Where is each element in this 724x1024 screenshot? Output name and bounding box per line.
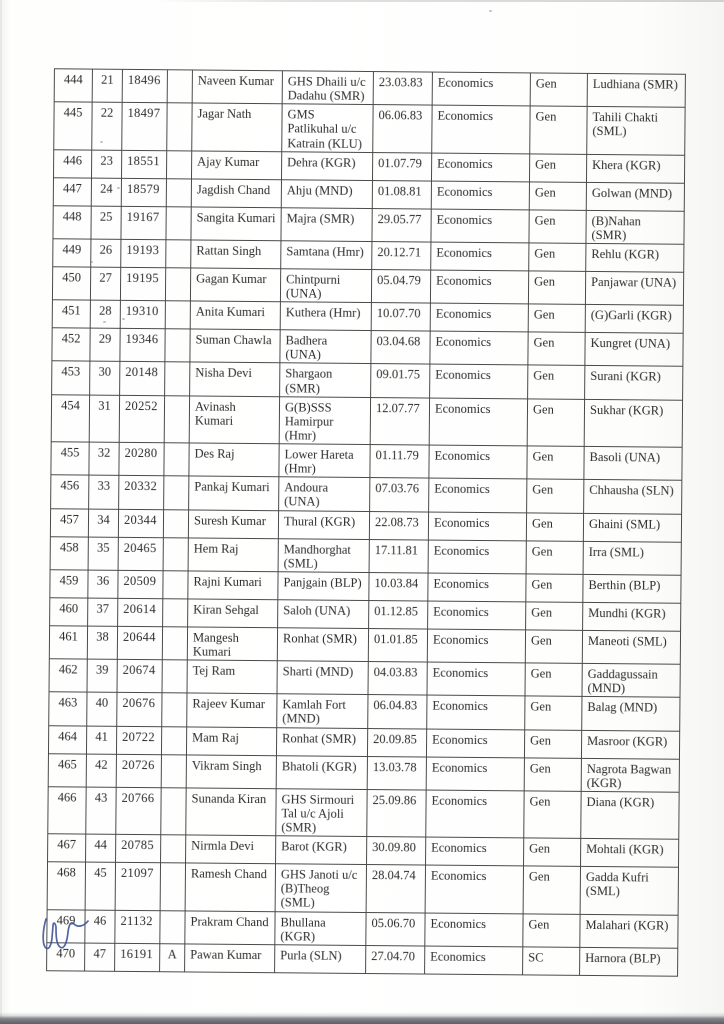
cell-date-of-birth: 03.04.68 [371,331,430,365]
cell-posting-station: Berthin (BLP) [583,574,681,603]
cell-school-station: Saloh (UNA) [278,599,369,628]
cell-date-of-birth: 28.04.74 [366,865,425,913]
cell-code-no: 18579 [121,178,166,206]
table-row [54,69,685,108]
scan-edge-left [0,0,2,1024]
cell-category: Gen [526,512,583,540]
cell-date-of-birth: 07.03.76 [370,478,429,512]
cell-subject: Economics [429,478,527,512]
cell-posting-station: Irra (SML) [583,541,681,575]
cell-date-of-birth: 04.03.83 [368,662,427,696]
cell-sr-no: 449 [53,239,91,267]
cell-teacher-name: Pankaj Kumari [189,476,279,510]
cell-subject: Economics [430,303,528,332]
cell-teacher-name: Naveen Kumar [192,70,282,104]
table-row [49,692,680,731]
cell-code-no: 21097 [115,862,160,910]
cell-category: Gen [527,399,584,447]
cell-teacher-name: Kiran Sehgal [188,599,278,628]
cell-date-of-birth: 23.03.83 [373,72,432,106]
cell-teacher-name: Ajay Kumar [191,151,281,180]
cell-date-of-birth: 10.07.70 [371,303,430,332]
cell-list-no: 34 [88,509,118,537]
cell-category: Gen [523,913,580,947]
cell-remark-flag: A [160,943,185,971]
cell-sr-no: 459 [50,569,88,597]
cell-teacher-name: Prakram Chand [185,910,275,944]
cell-remark-flag [161,835,186,863]
cell-date-of-birth: 06.04.83 [368,695,427,729]
cell-code-no: 20674 [117,659,162,693]
cell-school-station: Andoura (UNA) [279,477,370,511]
cell-sr-no: 454 [51,394,89,442]
cell-school-station: GHS Dhaili u/c Dadahu (SMR) [282,71,373,105]
cell-date-of-birth: 01.11.79 [370,445,429,479]
cell-school-station: Kuthera (Hmr) [280,302,371,331]
cell-code-no: 20280 [119,442,164,476]
cell-remark-flag [166,206,191,239]
cell-sr-no: 465 [48,753,86,787]
cell-remark-flag [162,660,187,693]
cell-teacher-name: Jagar Nath [192,103,282,151]
table-row [52,361,683,400]
cell-posting-station: Nagrota Bagwan (KGR) [581,758,679,792]
cell-teacher-name: Pawan Kumar [185,944,275,973]
cell-category: Gen [524,757,581,791]
cell-school-station: Bhatoli (KGR) [276,755,367,789]
cell-sr-no: 467 [48,834,86,862]
cell-date-of-birth: 05.06.70 [366,912,425,946]
cell-sr-no: 464 [48,725,86,753]
cell-teacher-name: Mangesh Kumari [187,627,277,661]
table-row [53,205,684,244]
cell-school-station: Kamlah Fort (MND) [277,694,368,728]
cell-school-station: Thural (KGR) [278,510,369,539]
cell-category: Gen [524,791,581,839]
cell-school-station: Purla (SLN) [275,944,366,973]
cell-subject: Economics [428,512,526,541]
cell-list-no: 33 [89,475,119,509]
cell-teacher-name: Des Raj [189,443,279,477]
table-row [51,475,682,514]
cell-subject: Economics [427,695,525,729]
table-row [52,267,683,306]
cell-subject: Economics [432,72,530,106]
cell-posting-station: Maneoti (SML) [582,630,680,664]
cell-category: Gen [527,479,584,513]
cell-code-no: 19195 [120,267,165,301]
cell-date-of-birth: 12.07.77 [370,397,429,445]
cell-sr-no: 463 [49,692,87,726]
cell-list-no: 28 [90,300,120,328]
table-row [51,394,682,447]
cell-category: Gen [526,602,583,630]
cell-category: Gen [526,574,583,602]
cell-category: Gen [525,696,582,730]
cell-list-no: 23 [91,150,121,178]
cell-list-no: 27 [90,267,120,301]
cell-posting-station: Balag (MND) [582,697,680,731]
cell-list-no: 32 [89,442,119,476]
table-row [47,862,678,915]
cell-posting-station: Panjawar (UNA) [585,271,683,305]
cell-remark-flag [166,150,191,178]
cell-subject: Economics [425,946,523,975]
cell-school-station: Mandhorghat (SML) [278,538,369,572]
cell-subject: Economics [428,601,526,630]
cell-posting-station: Chhausha (SLN) [584,480,682,514]
cell-code-no: 20614 [118,598,163,626]
handwritten-pen-mark [40,918,92,962]
cell-teacher-name: Avinash Kumari [189,396,279,444]
cell-date-of-birth: 17.11.81 [369,539,428,573]
cell-code-no: 20344 [118,509,163,537]
cell-list-no: 35 [88,537,118,571]
cell-date-of-birth: 01.07.79 [372,152,431,181]
cell-date-of-birth: 05.04.79 [371,269,430,303]
table-body [47,69,686,976]
cell-posting-station: Gadda Kufri (SML) [580,867,678,915]
cell-sr-no: 444 [54,69,92,103]
cell-remark-flag [167,103,192,151]
cell-subject: Economics [430,270,528,304]
cell-remark-flag [166,178,191,206]
cell-subject: Economics [428,573,526,602]
cell-sr-no: 455 [51,442,89,476]
cell-teacher-name: Mam Raj [186,726,276,755]
cell-remark-flag [167,70,192,103]
cell-code-no: 19346 [120,328,165,362]
cell-sr-no: 447 [53,177,91,205]
cell-school-station: Barot (KGR) [276,836,367,865]
cell-posting-station: Gaddagussain (MND) [582,663,680,697]
cell-posting-station: Basoli (UNA) [584,446,682,480]
cell-posting-station: Surani (KGR) [585,366,683,400]
cell-date-of-birth: 13.03.78 [367,756,426,790]
cell-category: Gen [529,154,586,182]
cell-category: Gen [528,365,585,399]
cell-posting-station: Ludhiana (SMR) [587,73,685,107]
cell-sr-no: 466 [48,786,86,834]
cell-posting-station: Khera (KGR) [586,154,684,183]
cell-date-of-birth: 27.04.70 [366,945,425,974]
cell-list-no: 47 [85,943,115,971]
cell-sr-no: 452 [52,328,90,362]
cell-teacher-name: Ramesh Chand [185,863,275,911]
cell-sr-no: 469 [47,909,85,943]
cell-code-no: 19310 [120,300,165,328]
cell-remark-flag [163,570,188,598]
cell-subject: Economics [428,540,526,574]
cell-list-no: 25 [91,206,121,240]
cell-remark-flag [161,726,186,754]
cell-teacher-name: Rajni Kumari [188,571,278,600]
cell-posting-station: Diana (KGR) [581,791,679,839]
cell-category: Gen [530,73,587,107]
cell-code-no: 16191 [115,943,160,971]
cell-date-of-birth: 01.01.85 [368,628,427,662]
cell-category: Gen [529,182,586,210]
table-row [47,909,678,948]
cell-school-station: Bhullana (KGR) [275,911,366,945]
table-row [50,536,681,575]
cell-remark-flag [166,240,191,268]
cell-remark-flag [161,754,186,787]
cell-code-no: 20722 [116,726,161,754]
cell-category: Gen [524,729,581,757]
cell-code-no: 19193 [121,239,166,267]
cell-category: Gen [528,304,585,332]
cell-sr-no: 457 [50,508,88,536]
cell-school-station: GHS Janoti u/c (B)Theog (SML) [275,864,366,912]
cell-code-no: 20644 [117,626,162,660]
cell-sr-no: 462 [49,659,87,693]
cell-sr-no: 468 [47,862,85,910]
cell-subject: Economics [429,398,527,446]
cell-sr-no: 470 [47,942,85,970]
cell-school-station: GMS Patlikuhal u/c Katrain (KLU) [282,104,373,152]
table-row [54,102,685,155]
cell-category: Gen [525,630,582,664]
scan-speck [489,10,492,12]
cell-sr-no: 453 [52,361,90,395]
cell-list-no: 26 [91,239,121,267]
cell-subject: Economics [427,662,525,696]
cell-date-of-birth: 01.12.85 [369,600,428,629]
cell-sr-no: 446 [53,149,91,177]
cell-teacher-name: Tej Ram [187,660,277,694]
cell-category: Gen [528,271,585,305]
cell-remark-flag [163,598,188,626]
cell-teacher-name: Vikram Singh [186,754,276,788]
cell-teacher-name: Hem Raj [188,537,278,571]
cell-subject: Economics [425,865,523,913]
cell-school-station: Shargaon (SMR) [280,363,371,397]
cell-code-no: 19167 [121,206,166,240]
cell-posting-station: Mundhi (KGR) [583,602,681,631]
cell-remark-flag [160,863,185,911]
cell-list-no: 38 [87,626,117,660]
cell-date-of-birth: 25.09.86 [367,789,426,837]
cell-posting-station: Kungret (UNA) [585,333,683,367]
cell-teacher-name: Jagdish Chand [191,179,281,208]
cell-date-of-birth: 22.08.73 [369,511,428,540]
cell-list-no: 29 [90,328,120,362]
cell-remark-flag [163,509,188,537]
cell-list-no: 31 [89,395,119,443]
cell-date-of-birth: 20.09.85 [367,728,426,757]
cell-code-no: 20509 [118,570,163,598]
cell-subject: Economics [429,445,527,479]
cell-subject: Economics [431,181,529,210]
cell-list-no: 22 [92,102,122,150]
cell-list-no: 21 [92,69,122,103]
cell-remark-flag [162,693,187,726]
scan-edge-top [150,0,724,2]
cell-code-no: 21132 [115,910,160,944]
cell-date-of-birth: 30.09.80 [367,837,426,866]
cell-list-no: 42 [86,754,116,788]
cell-posting-station: Harnora (BLP) [580,947,678,976]
cell-subject: Economics [426,757,524,791]
cell-list-no: 45 [85,862,115,910]
cell-category: SC [523,947,580,975]
table-container [46,68,686,976]
cell-subject: Economics [430,364,528,398]
cell-school-station: Badhera (UNA) [280,330,371,364]
cell-posting-station: (G)Garli (KGR) [585,305,683,334]
cell-sr-no: 445 [54,102,92,150]
cell-subject: Economics [426,729,524,758]
cell-category: Gen [530,106,587,154]
cell-school-station: Ronhat (SMR) [276,727,367,756]
cell-category: Gen [525,663,582,697]
cell-subject: Economics [426,837,524,866]
cell-posting-station: Golwan (MND) [586,182,684,211]
cell-category: Gen [529,210,586,244]
cell-subject: Economics [431,209,529,243]
table-row [52,328,683,367]
cell-school-station: GHS Sirmouri Tal u/c Ajoli (SMR) [276,788,367,836]
cell-date-of-birth: 29.05.77 [372,208,431,242]
cell-list-no: 40 [87,692,117,726]
seniority-list-table [46,68,686,976]
cell-remark-flag [165,362,190,395]
cell-code-no: 18497 [122,103,167,151]
cell-code-no: 20465 [118,537,163,571]
cell-code-no: 20766 [116,787,161,835]
cell-school-station: Dehra (KGR) [281,151,372,180]
table-row [47,942,678,976]
cell-school-station: Panjgain (BLP) [278,571,369,600]
cell-subject: Economics [430,331,528,365]
cell-teacher-name: Sangita Kumari [191,207,281,241]
cell-code-no: 20148 [120,362,165,396]
cell-list-no: 41 [86,726,116,754]
cell-school-station: Ahju (MND) [281,179,372,208]
cell-code-no: 20252 [119,395,164,443]
cell-subject: Economics [427,629,525,663]
cell-remark-flag [164,476,189,509]
cell-list-no: 39 [87,659,117,693]
cell-subject: Economics [431,153,529,182]
pen-stroke [43,919,88,949]
cell-date-of-birth: 06.06.83 [373,105,432,153]
cell-remark-flag [165,329,190,362]
cell-posting-station: Ghaini (SML) [583,513,681,542]
cell-school-station: Chintpurni (UNA) [280,269,371,303]
cell-posting-station: Rehlu (KGR) [586,243,684,272]
cell-remark-flag [165,268,190,301]
cell-category: Gen [526,540,583,574]
cell-code-no: 20726 [116,754,161,788]
table-row [48,753,679,792]
cell-category: Gen [523,866,580,914]
cell-date-of-birth: 01.08.81 [372,180,431,209]
cell-list-no: 24 [91,178,121,206]
cell-remark-flag [161,787,186,835]
cell-remark-flag [163,537,188,570]
cell-list-no: 30 [90,361,120,395]
table-row [51,442,682,481]
cell-list-no: 44 [86,834,116,862]
cell-list-no: 43 [86,787,116,835]
scan-edge-bottom [0,1012,724,1024]
cell-teacher-name: Sunanda Kiran [186,788,276,836]
cell-remark-flag [162,626,187,659]
cell-posting-station: Sukhar (KGR) [584,399,682,447]
cell-list-no: 37 [88,598,118,626]
cell-list-no: 46 [85,910,115,944]
cell-school-station: Majra (SMR) [281,207,372,241]
cell-category: Gen [529,243,586,271]
cell-category: Gen [527,446,584,480]
cell-sr-no: 456 [51,475,89,509]
cell-remark-flag [164,443,189,476]
cell-sr-no: 458 [50,536,88,570]
cell-code-no: 18496 [122,69,167,103]
cell-code-no: 20676 [117,693,162,727]
cell-posting-station: Tahili Chakti (SML) [587,107,685,155]
cell-posting-station: (B)Nahan (SMR) [586,210,684,244]
cell-date-of-birth: 20.12.71 [372,241,431,270]
cell-subject: Economics [426,790,524,838]
cell-remark-flag [160,910,185,943]
cell-sr-no: 450 [52,267,90,301]
cell-code-no: 20332 [119,476,164,510]
cell-school-station: G(B)SSS Hamirpur (Hmr) [279,396,370,444]
cell-remark-flag [165,301,190,329]
cell-posting-station: Mohtali (KGR) [581,839,679,868]
cell-school-station: Ronhat (SMR) [277,627,368,661]
cell-teacher-name: Nirmla Devi [186,835,276,864]
cell-sr-no: 448 [53,205,91,239]
table-row [48,786,679,839]
table-row [49,625,680,664]
cell-posting-station: Masroor (KGR) [581,730,679,759]
cell-posting-station: Malahari (KGR) [580,914,678,948]
cell-subject: Economics [431,242,529,271]
cell-category: Gen [524,838,581,866]
cell-date-of-birth: 09.01.75 [371,364,430,398]
cell-sr-no: 460 [50,597,88,625]
cell-remark-flag [164,395,189,443]
cell-list-no: 36 [88,570,118,598]
table-row [49,659,680,698]
cell-subject: Economics [432,105,530,153]
cell-code-no: 18551 [121,150,166,178]
cell-date-of-birth: 10.03.84 [369,572,428,601]
cell-teacher-name: Anita Kumari [190,301,280,330]
cell-sr-no: 451 [52,300,90,328]
cell-code-no: 20785 [116,834,161,862]
cell-teacher-name: Gagan Kumar [190,268,280,302]
cell-sr-no: 461 [49,625,87,659]
cell-teacher-name: Suman Chawla [190,329,280,363]
cell-teacher-name: Rattan Singh [191,240,281,269]
cell-school-station: Sharti (MND) [277,661,368,695]
cell-school-station: Lower Hareta (Hmr) [279,444,370,478]
cell-subject: Economics [425,913,523,947]
cell-teacher-name: Nisha Devi [190,362,280,396]
cell-teacher-name: Suresh Kumar [188,509,278,538]
cell-category: Gen [528,332,585,366]
cell-school-station: Samtana (Hmr) [281,241,372,270]
cell-teacher-name: Rajeev Kumar [187,693,277,727]
